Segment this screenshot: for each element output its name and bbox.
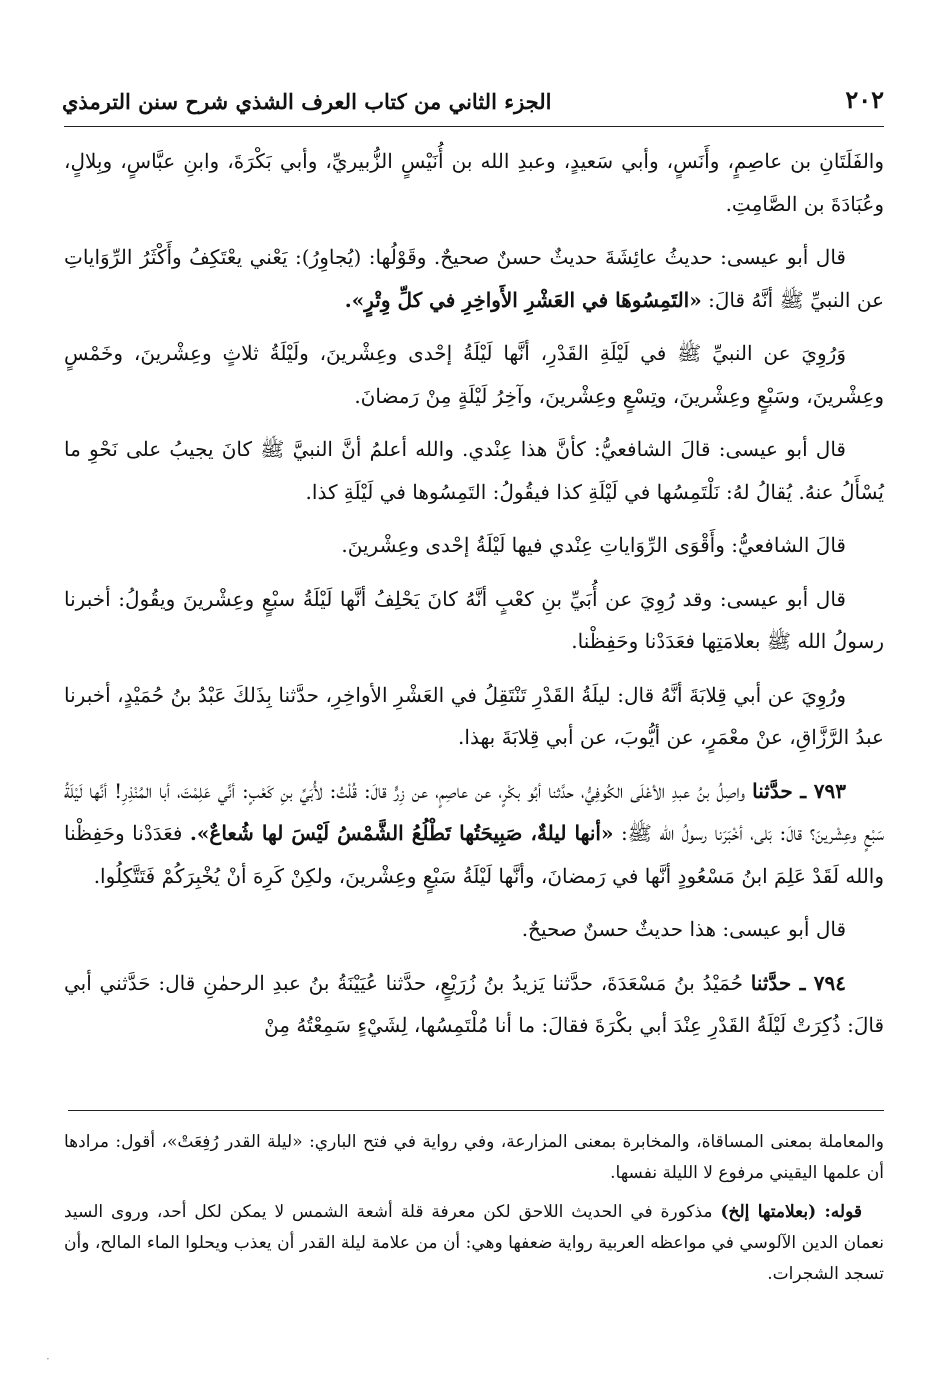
hadith-number: ٧٩٤ ـ حدَّثنا <box>750 970 846 995</box>
paragraph-narrators-list: والفَلَتَانِ بن عاصِمٍ، وأَنَسٍ، وأبي سَعيدٍ، وعبدِ الله بن أُنَيْسٍ الزُّبيريِّ، وأبي بَكْرَةَ، وابنِ عبَّاسٍ، وبِلالٍ، وعُبَادَةَ بن الصَّامِتِ. <box>64 149 884 216</box>
paragraph-shafii-opinion: قال أبو عيسى: قالَ الشافعيُّ: كأنَّ هذا عِنْدي. والله أعلمُ أنَّ النبيَّ ﷺ كانَ يجيبُ على نَحْوِ ما يُسْأَلُ عنهُ. يُقالُ لهُ: نَلْتَمِسُها في لَيْلَةِ كذا فيقُولُ: التَمِسُوها في لَيْلَةِ كذا. <box>64 437 884 504</box>
footnote-divider <box>68 1110 884 1111</box>
scan-speck: · <box>46 1352 50 1366</box>
hadith-quote: «أنها ليلةٌ، صَبِيحَتُها تَطْلُعُ الشَّمْسُ لَيْسَ لها شُعاعٌ». <box>189 821 614 845</box>
hadith-number: ٧٩٣ ـ حدَّثنا <box>752 778 846 803</box>
hadith-794 <box>64 962 884 1047</box>
footnote-alamatiha <box>64 1197 884 1290</box>
hadith-quote: «التَمِسُوهَا في العَشْرِ الأَواخِرِ في كلِّ وِتْرٍ». <box>344 287 702 312</box>
footnote-continuation: والمعاملة بمعنى المساقاة، والمخابرة بمعنى المزارعة، وفي رواية في فتح الباري: «ليلة القدر رُفِعَتْ»، أقول: مرادها أن علمها اليقيني مرفوع لا الليلة نفسها. <box>64 1132 884 1183</box>
paragraph-laylat-al-qadr-nights: وَرُوِيَ عن النبيِّ ﷺ في لَيْلَةِ القَدْرِ، أنَّها لَيْلَةُ إحْدى وعِشْرينَ، ولَيْلَةُ ثلاثٍ وعِشْرينَ، وخَمْسٍ وعِشْرينَ، وسَبْعٍ وعِشْرينَ، وتِسْعٍ وعِشْرينَ، وآخِرُ لَيْلَةٍ مِنْ رَمضانَ. <box>64 341 884 408</box>
running-title: الجزء الثاني من كتاب العرف الشذي شرح سنن الترمذي <box>62 89 552 114</box>
header-divider <box>64 126 884 127</box>
page-header <box>62 70 884 114</box>
hadith-continuation: فعَدَدْنا وحَفِظْنا والله لَقَدْ عَلِمَ ابنُ مَسْعُودٍ أنَّها في رَمضانَ، وأنَّها لَيْلَةُ سَبْعٍ وعِشْرينَ، ولكِنْ كَرِهَ أنْ يُخْبِرَكُمْ فَتَتَّكِلُوا. <box>64 821 884 888</box>
paragraph-ubayy-oath: قال أبو عيسى: وقد رُوِيَ عن أُبَيِّ بنِ كعْبٍ أنَّهُ كانَ يَحْلِفُ أنَّها لَيْلَةُ سبْعٍ وعِشْرينَ ويقُولُ: أخبرنا رسولُ الله ﷺ بعلامَتِها فعَدَدْنا وحَفِظْنا. <box>64 586 884 653</box>
hadith-chain: واصِلُ بنُ عبدِ الأعْلَى الكُوفِيُّ، حدَّثنا أبُو بكْرٍ، عن عاصِمٍ، عن زِرٍّ قالَ: قُلْتُ: لأُبَيِّ بنِ كَعْبٍ: أنَّي عَلِمْتَ، أبا المُنْذِرِ! أنَّها لَيْلَةُ سَبْعٍ وعِشْرينَ؟ قالَ: بَلى، أخْبَرَنا رسولُ الله ﷺ: <box>64 778 884 845</box>
main-text <box>64 140 884 1058</box>
page-number: ٢٠٢ <box>845 85 884 114</box>
footnotes <box>64 1127 884 1298</box>
paragraph-text: قال أبو عيسى: حديثُ عائِشَةَ حديثٌ حسنٌ صحيحٌ. وقَوْلُها: (يُجاوِرُ): يَعْني يعْتَكِفُ وأَكْثَرُ الرِّوَاياتِ عن النبيِّ ﷺ أنَّهُ قالَ: <box>64 245 884 312</box>
paragraph-shafii-strongest: قالَ الشافعيُّ: وأَقْوَى الرِّوَاياتِ عِنْدي فيها لَيْلَةُ إحْدى وعِشْرينَ. <box>341 533 846 557</box>
hadith-793 <box>64 770 884 898</box>
paragraph-hasan-sahih: قال أبو عيسى: هذا حديثٌ حسنٌ صحيحٌ. <box>521 917 846 941</box>
hadith-chain: حُمَيْدُ بنُ مَسْعَدَةَ، حدَّثنا يَزيدُ بنُ زُرَيْعٍ، حدَّثنا عُيَيْنَةُ بنُ عبدِ الرحمٰنِ قال: حَدَّثني أبي قالَ: ذُكِرَتْ لَيْلَةُ القَدْرِ عِنْدَ أبي بكْرَةَ فقالَ: ما أنا مُلْتَمِسُها، لِشَيْءٍ سَمِعْتُهُ مِنْ <box>64 970 884 1037</box>
footnote-text: مذكورة في الحديث اللاحق لكن معرفة قلة أشعة الشمس لا يمكن لكل أحد، وروى السيد نعمان الدين الآلوسي في مواعظه العربية رواية ضعفها وهي: أن من علامة ليلة القدر أن يعذب ويحلوا الماء المالح، وأن تسجد الشجرات. <box>64 1202 884 1284</box>
paragraph-abu-isa-aisha <box>64 236 884 321</box>
paragraph-abu-qilaba: ورُوِيَ عن أبي قِلابَةَ أنَّهُ قال: ليلَةُ القَدْرِ تَنْتَقِلُ في العَشْرِ الأواخِرِ، حدَّثنا بِذَلكَ عَبْدُ بنُ حُمَيْدٍ، أخبرنا عبدُ الرَّزَّاقِ، عنْ معْمَرٍ، عن أيُّوبَ، عن أبي قِلابَةَ بهذا. <box>64 682 884 749</box>
footnote-lemma: قوله: (بعلامتها إلخ) <box>720 1202 863 1222</box>
